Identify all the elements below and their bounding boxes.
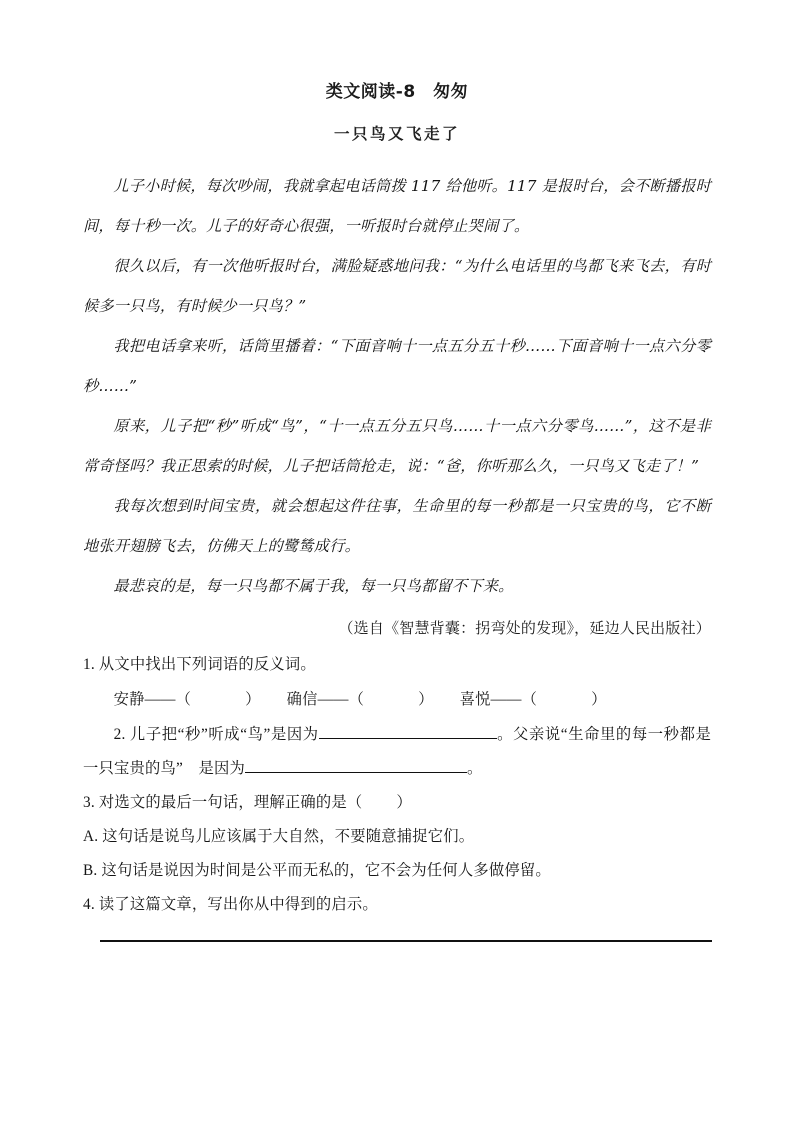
page-title: 类文阅读-8 匆匆 bbox=[325, 82, 469, 102]
question-3-option-a[interactable]: A. 这句话是说鸟儿应该属于大自然，不要随意捕捉它们。 bbox=[83, 828, 475, 845]
antonym-paren-close: ） bbox=[245, 691, 261, 708]
questions-section bbox=[83, 648, 711, 942]
antonym-item-2 bbox=[287, 691, 434, 708]
antonym-word: 确信 bbox=[286, 691, 318, 708]
antonym-paren-open: （ bbox=[521, 691, 538, 708]
question-3-stem bbox=[83, 786, 711, 820]
passage-paragraph: 儿子小时候，每次吵闹，我就拿起电话筒拨 117 给他听。117 是报时台，会不断播报时间，每十秒一次。儿子的好奇心很强，一听报时台就停止哭闹了。 bbox=[83, 177, 711, 235]
question-3-stem-text: 3. 对选文的最后一句话，理解正确的是（ bbox=[83, 794, 363, 811]
passage-paragraph: 我把电话拿来听，话筒里播着：“下面音响十一点五分五十秒……下面音响十一点六分零秒……” bbox=[83, 337, 711, 395]
question-1-stem: 1. 从文中找出下列词语的反义词。 bbox=[83, 656, 316, 673]
question-2-blank-2[interactable] bbox=[245, 755, 467, 773]
antonym-dash: —— bbox=[490, 691, 522, 708]
question-2 bbox=[83, 718, 711, 786]
document-content bbox=[83, 70, 711, 942]
question-2-text-part3: 。 bbox=[466, 760, 483, 777]
antonym-paren-close: ） bbox=[418, 691, 434, 708]
question-2-text-part2: 。父亲说“生命里的每一秒都是一只宝贵的鸟” 是因为 bbox=[83, 726, 712, 777]
antonym-item-3 bbox=[460, 691, 607, 708]
antonym-dash: —— bbox=[317, 691, 349, 708]
question-4-answer-line[interactable] bbox=[100, 940, 712, 942]
passage-paragraph: 我每次想到时间宝贵，就会想起这件往事，生命里的每一秒都是一只宝贵的鸟，它不断地张开翅膀飞去，仿佛天上的鹭鸶成行。 bbox=[83, 497, 711, 555]
source-attribution: （选自《智慧背囊：拐弯处的发现》，延边人民出版社） bbox=[338, 621, 711, 637]
antonym-paren-open: （ bbox=[175, 691, 192, 708]
question-4-stem: 4. 读了这篇文章，写出你从中得到的启示。 bbox=[83, 896, 378, 913]
antonym-paren-open: （ bbox=[348, 691, 365, 708]
antonym-dash: —— bbox=[144, 691, 176, 708]
question-3-option-b[interactable]: B. 这句话是说因为时间是公平而无私的，它不会为任何人多做停留。 bbox=[83, 862, 551, 879]
passage-paragraph: 很久以后，有一次他听报时台，满脸疑惑地问我：“为什么电话里的鸟都飞来飞去，有时候多一只鸟，有时候少一只鸟？” bbox=[83, 257, 711, 315]
question-2-text-part1: 2. 儿子把“秒”听成“鸟”是因为 bbox=[113, 726, 319, 743]
antonym-word: 喜悦 bbox=[459, 691, 491, 708]
article-subtitle: 一只鸟又飞走了 bbox=[333, 126, 460, 143]
antonym-word: 安静 bbox=[113, 691, 145, 708]
question-2-blank-1[interactable] bbox=[319, 721, 497, 739]
question-3-paren-close: ） bbox=[396, 794, 412, 811]
reading-passage bbox=[83, 166, 711, 606]
passage-paragraph: 原来，儿子把“秒”听成“鸟”，“十一点五分五只鸟……十一点六分零鸟……”，这不是非常奇怪吗？我正思索的时候，儿子把话筒抢走，说：“爸，你听那么久，一只鸟又飞走了！” bbox=[83, 417, 711, 475]
antonym-paren-close: ） bbox=[591, 691, 607, 708]
antonym-item-1 bbox=[114, 691, 261, 708]
question-1-antonym-row bbox=[83, 682, 711, 718]
passage-paragraph: 最悲哀的是，每一只鸟都不属于我，每一只鸟都留不下来。 bbox=[113, 577, 514, 595]
